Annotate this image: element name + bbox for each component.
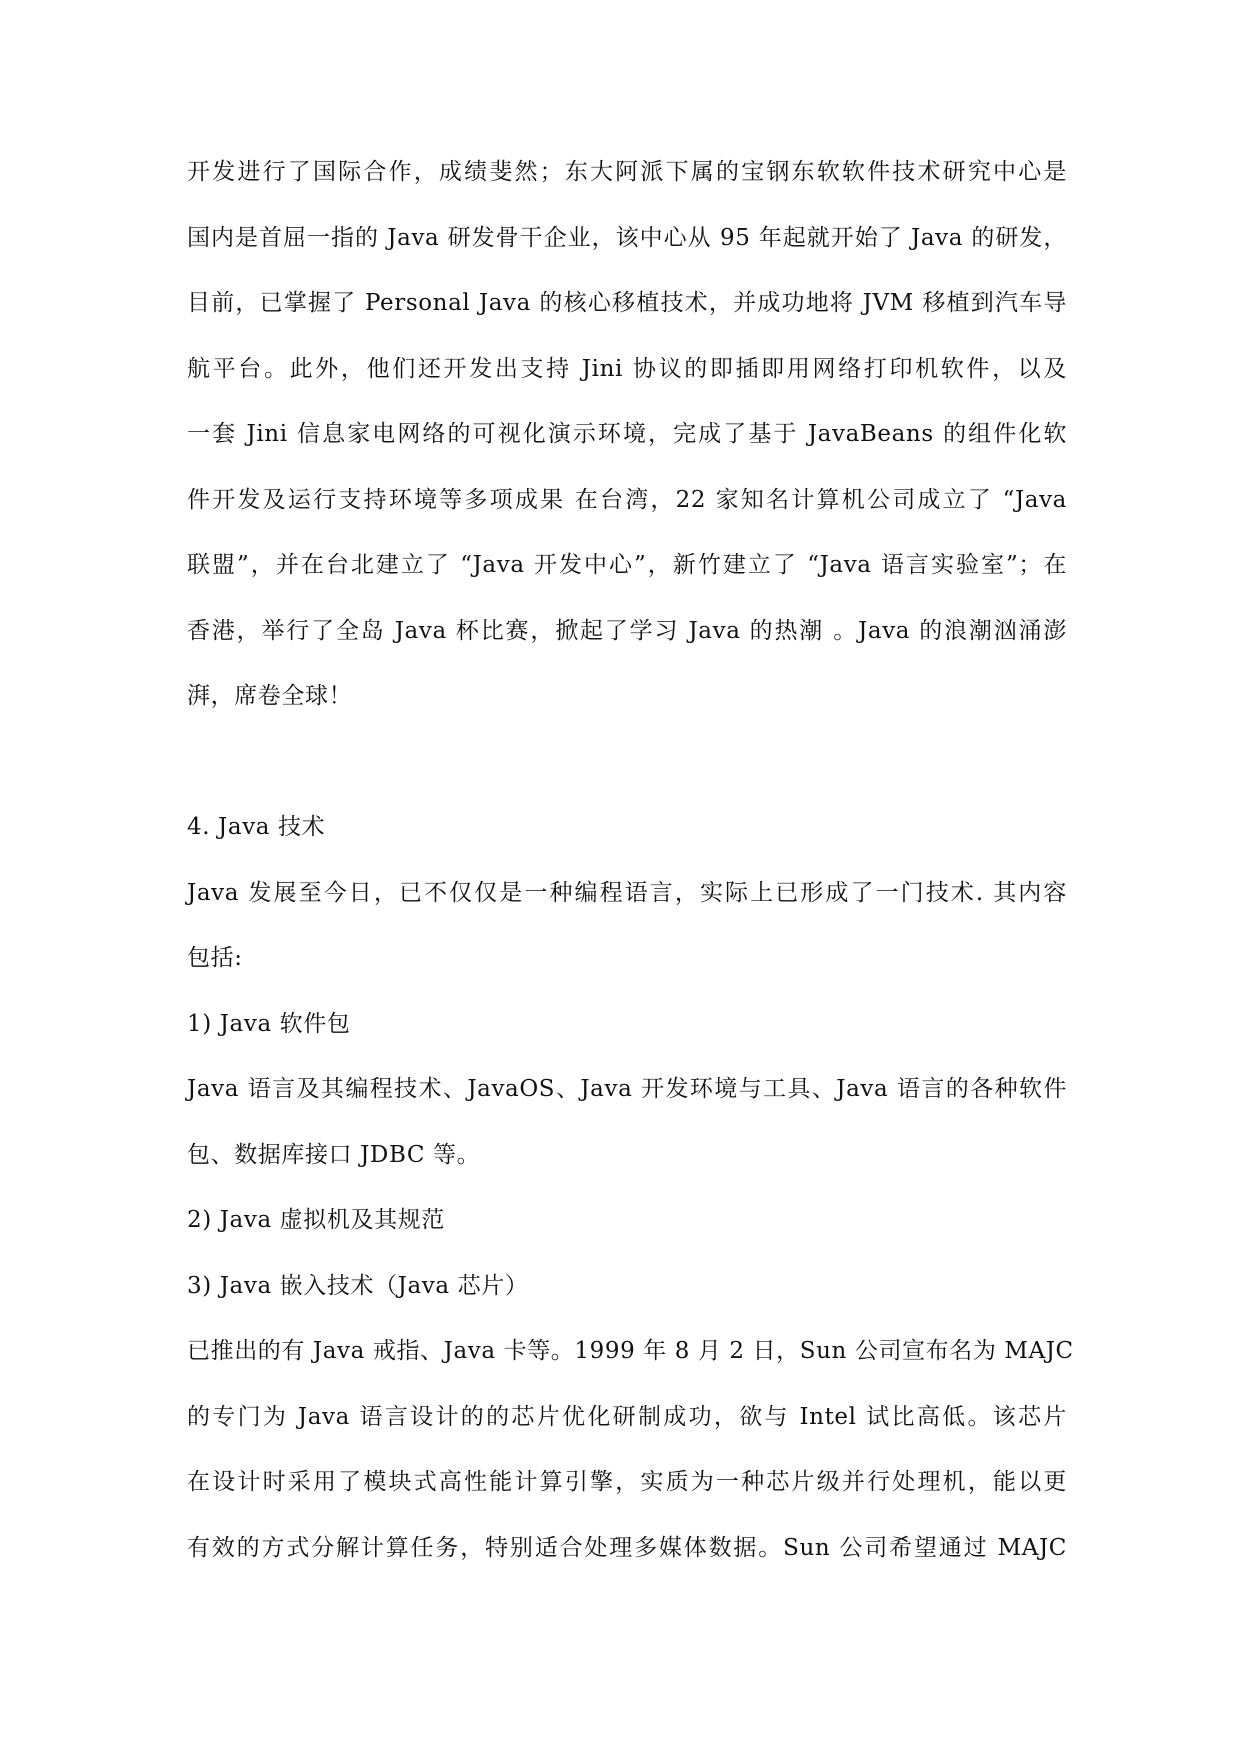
paragraph-line: 航平台。此外，他们还开发出支持 Jini 协议的即插即用网络打印机软件，以及 [187, 355, 1067, 382]
item-3-desc-line: 已推出的有 Java 戒指、Java 卡等。1999 年 8 月 2 日，Sun 公司宣布名为 MAJC [187, 1338, 1074, 1364]
item-1-desc-line: Java 语言及其编程技术、JavaOS、Java 开发环境与工具、Java 语言的各种软件 [187, 1076, 1067, 1102]
paragraph-line: 开发进行了国际合作，成绩斐然；东大阿派下属的宝钢东软软件技术研究中心是 [187, 159, 1067, 185]
paragraph-line: 一套 Jini 信息家电网络的可视化演示环境，完成了基于 JavaBeans 的组件化软 [187, 421, 1067, 447]
paragraph-line: 联盟”，并在台北建立了 “Java 开发中心”，新竹建立了 “Java 语言实验室”；在 [187, 552, 1067, 578]
paragraph-line: 湃，席卷全球！ [187, 683, 353, 709]
item-3-title: 3) Java 嵌入技术（Java 芯片） [187, 1272, 529, 1299]
item-2-title: 2) Java 虚拟机及其规范 [187, 1207, 445, 1233]
intro-line: Java 发展至今日，已不仅仅是一种编程语言，实际上已形成了一门技术. 其内容 [187, 879, 1067, 906]
paragraph-line: 香港，举行了全岛 Java 杯比赛，掀起了学习 Java 的热潮 。Java 的浪潮汹涌澎 [187, 617, 1067, 644]
item-3-desc-line: 有效的方式分解计算任务，特别适合处理多媒体数据。Sun 公司希望通过 MAJC [187, 1534, 1067, 1561]
paragraph-line: 件开发及运行支持环境等多项成果 在台湾，22 家知名计算机公司成立了 “Java [187, 486, 1067, 513]
section-heading: 4. Java 技术 [187, 814, 326, 840]
item-1-title: 1) Java 软件包 [187, 1010, 351, 1037]
paragraph-line: 国内是首屈一指的 Java 研发骨干企业，该中心从 95 年起就开始了 Java 的研发， [187, 224, 1067, 251]
item-1-desc-line: 包、数据库接口 JDBC 等。 [187, 1141, 481, 1168]
paragraph-line: 目前，已掌握了 Personal Java 的核心移植技术，并成功地将 JVM 移植到汽车导 [187, 290, 1067, 316]
intro-line: 包括: [187, 945, 243, 971]
item-3-desc-line: 在设计时采用了模块式高性能计算引擎，实质为一种芯片级并行处理机，能以更 [187, 1469, 1067, 1495]
item-3-desc-line: 的专门为 Java 语言设计的的芯片优化研制成功，欲与 Intel 试比高低。该芯片 [187, 1403, 1067, 1430]
paragraph-spacer [187, 750, 1067, 816]
document-body [187, 159, 1074, 1601]
